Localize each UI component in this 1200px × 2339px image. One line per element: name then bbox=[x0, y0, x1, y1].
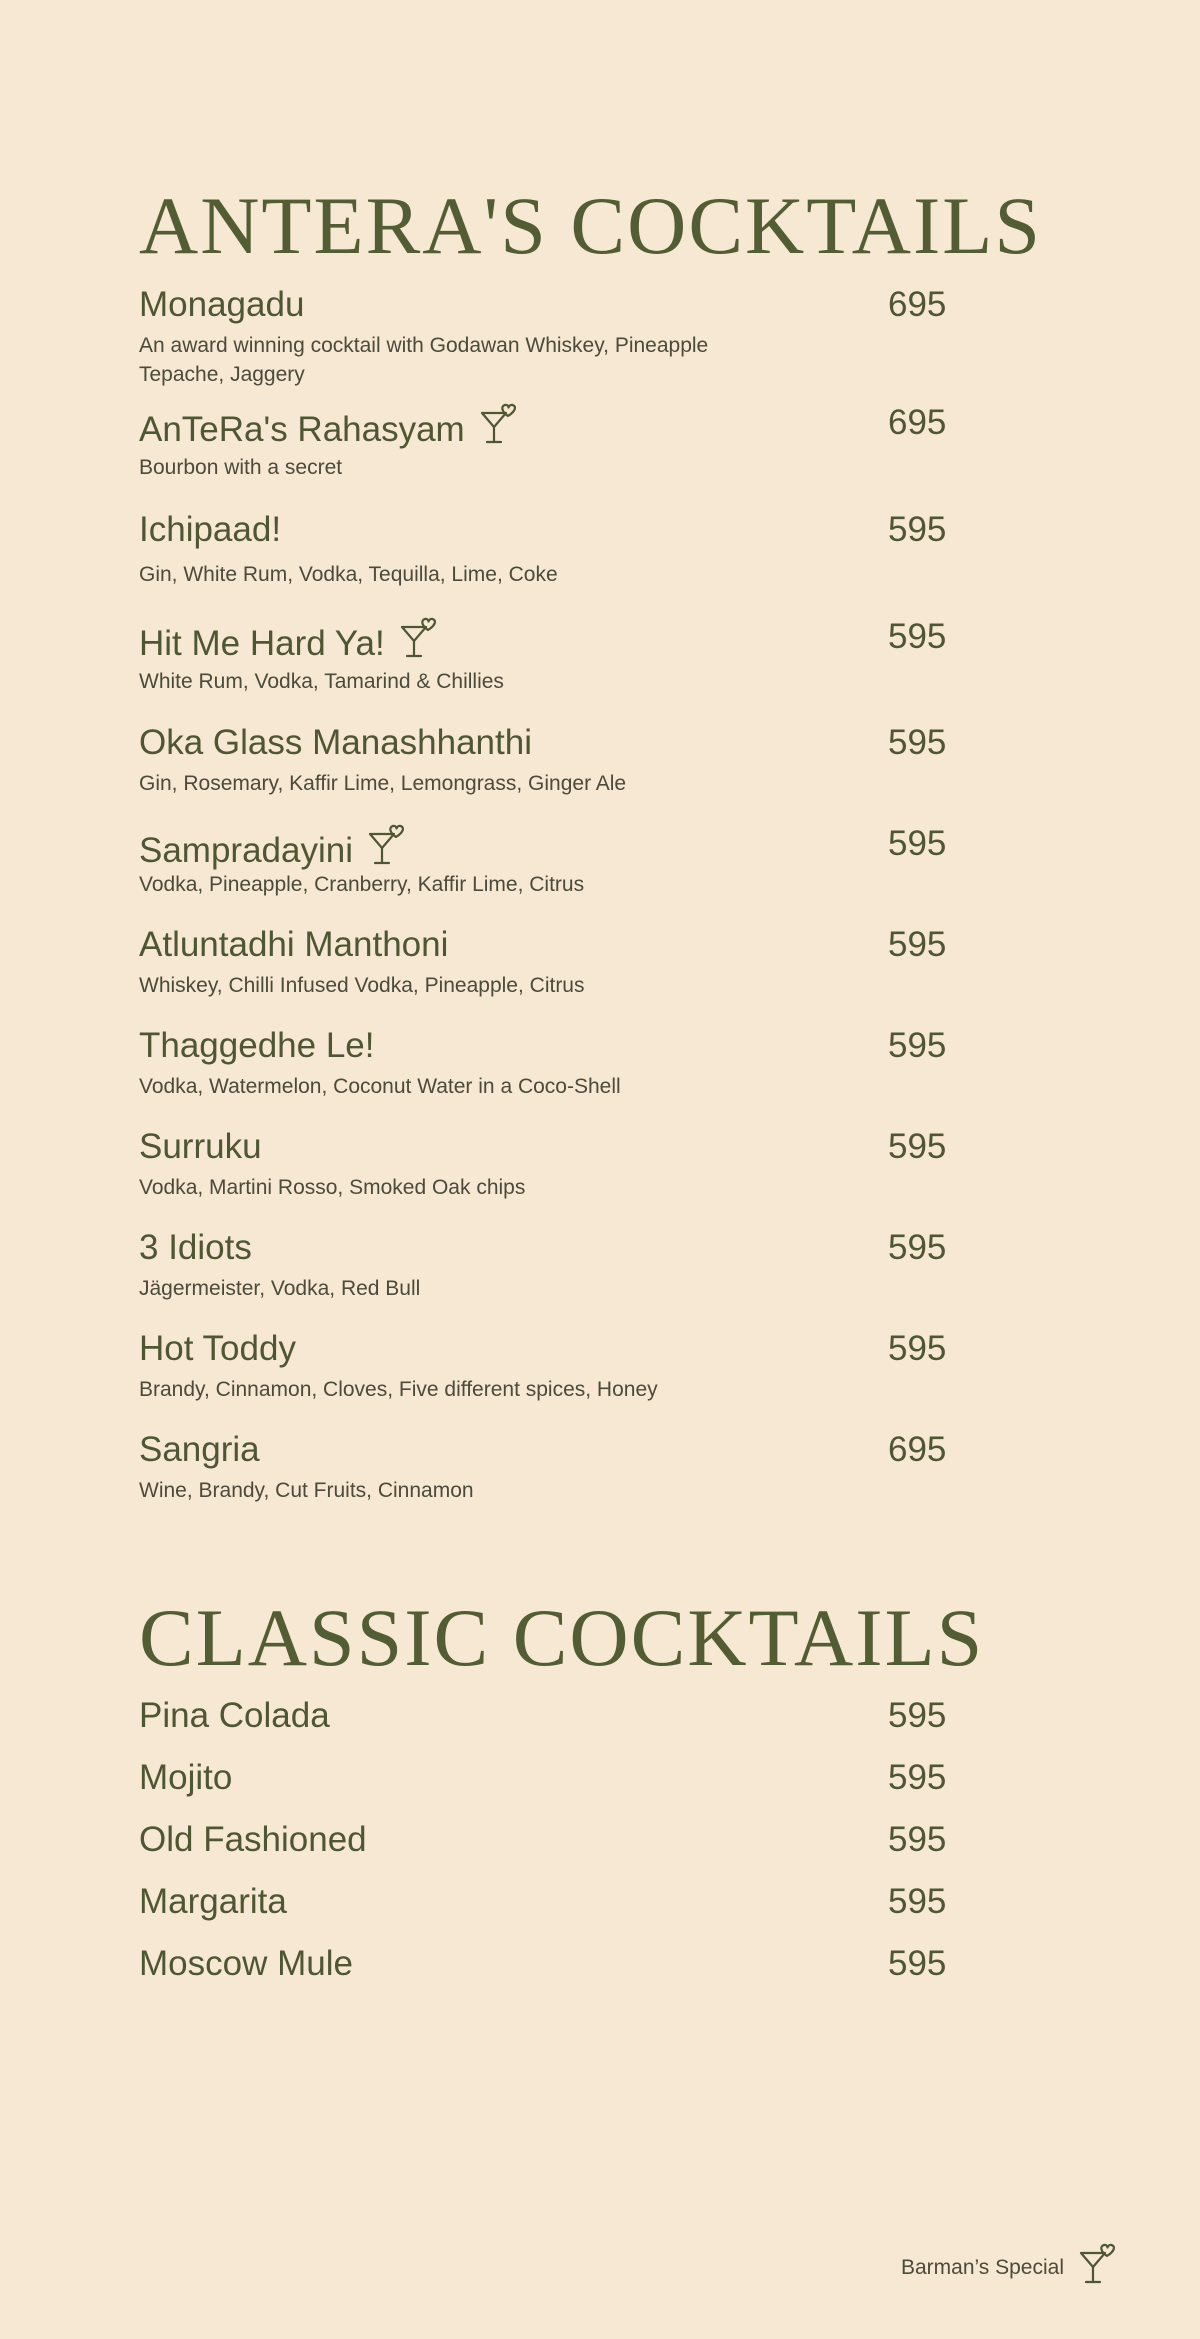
item-price: 595 bbox=[888, 1026, 947, 1065]
item-price: 595 bbox=[888, 1758, 947, 1797]
item-name bbox=[139, 1820, 367, 1860]
item-description: White Rum, Vodka, Tamarind & Chillies bbox=[139, 670, 504, 693]
item-price: 695 bbox=[888, 1430, 947, 1469]
item-name bbox=[139, 510, 281, 550]
section-title-classic: CLASSIC COCKTAILS bbox=[139, 1592, 985, 1683]
item-price: 595 bbox=[888, 1820, 947, 1859]
item-description: Brandy, Cinnamon, Cloves, Five different spices, Honey bbox=[139, 1378, 658, 1401]
item-name bbox=[139, 285, 304, 325]
item-name-text: Oka Glass Manashhanthi bbox=[139, 723, 532, 762]
item-description: Wine, Brandy, Cut Fruits, Cinnamon bbox=[139, 1479, 474, 1502]
item-price: 595 bbox=[888, 925, 947, 964]
item-name bbox=[139, 1228, 252, 1268]
item-name bbox=[139, 403, 521, 456]
legend-barmans-special bbox=[901, 2243, 1120, 2293]
item-name-text: Sangria bbox=[139, 1430, 260, 1469]
item-name-text: Atluntadhi Manthoni bbox=[139, 925, 449, 964]
section-title-antera: ANTERA'S COCKTAILS bbox=[139, 180, 1042, 271]
item-description: Gin, Rosemary, Kaffir Lime, Lemongrass, Ginger Ale bbox=[139, 772, 627, 795]
item-price: 595 bbox=[888, 1696, 947, 1735]
item-name-text: Margarita bbox=[139, 1882, 287, 1921]
item-description: Vodka, Martini Rosso, Smoked Oak chips bbox=[139, 1176, 526, 1199]
item-name-text: Pina Colada bbox=[139, 1696, 330, 1735]
item-description: Whiskey, Chilli Infused Vodka, Pineapple, Citrus bbox=[139, 974, 585, 997]
item-description: Vodka, Watermelon, Coconut Water in a Coco-Shell bbox=[139, 1075, 621, 1098]
item-description: Gin, White Rum, Vodka, Tequilla, Lime, Coke bbox=[139, 563, 558, 586]
item-name-text: 3 Idiots bbox=[139, 1228, 252, 1267]
legend-label: Barman’s Special bbox=[900, 2256, 1064, 2279]
item-price: 595 bbox=[888, 617, 947, 656]
item-name bbox=[139, 1127, 262, 1167]
item-name-text: Ichipaad! bbox=[139, 510, 282, 549]
item-description: Bourbon with a secret bbox=[139, 456, 343, 479]
item-name-text: Hot Toddy bbox=[139, 1329, 296, 1368]
item-price: 695 bbox=[888, 285, 947, 324]
item-price: 595 bbox=[888, 1228, 947, 1267]
item-name bbox=[139, 1944, 353, 1984]
item-description: Jägermeister, Vodka, Red Bull bbox=[139, 1277, 421, 1300]
item-name-text: Moscow Mule bbox=[139, 1944, 353, 1983]
item-name bbox=[139, 1430, 260, 1470]
item-name-text: Thaggedhe Le! bbox=[139, 1026, 375, 1065]
item-description: Vodka, Pineapple, Cranberry, Kaffir Lime, Citrus bbox=[139, 873, 585, 896]
item-price: 595 bbox=[888, 1329, 947, 1368]
item-description: An award winning cocktail with Godawan Whiskey, Pineapple Tepache, Jaggery bbox=[139, 334, 709, 386]
item-name-text: Surruku bbox=[139, 1127, 262, 1166]
cocktail-glass-heart-icon bbox=[1078, 2243, 1120, 2293]
cocktail-glass-heart-icon bbox=[399, 617, 441, 670]
item-name-text: Hit Me Hard Ya! bbox=[139, 623, 385, 663]
item-price: 595 bbox=[888, 510, 947, 549]
item-name bbox=[139, 1758, 232, 1798]
item-price: 595 bbox=[888, 824, 947, 863]
cocktail-glass-heart-icon bbox=[479, 403, 521, 456]
item-name bbox=[139, 1882, 287, 1922]
item-price: 595 bbox=[888, 1882, 947, 1921]
item-name bbox=[139, 723, 532, 763]
item-name-text: Mojito bbox=[139, 1758, 233, 1797]
item-name bbox=[139, 1696, 330, 1736]
item-price: 595 bbox=[888, 723, 947, 762]
item-price: 595 bbox=[888, 1127, 947, 1166]
item-name bbox=[139, 1329, 296, 1369]
item-name-text: AnTeRa's Rahasyam bbox=[139, 409, 465, 449]
item-price: 695 bbox=[888, 403, 947, 442]
item-name-text: Old Fashioned bbox=[139, 1820, 367, 1859]
item-name-text: Sampradayini bbox=[139, 830, 353, 870]
item-name bbox=[139, 925, 448, 965]
item-price: 595 bbox=[888, 1944, 947, 1983]
item-name bbox=[139, 617, 441, 670]
item-name bbox=[139, 1026, 374, 1066]
item-name-text: Monagadu bbox=[139, 285, 305, 324]
